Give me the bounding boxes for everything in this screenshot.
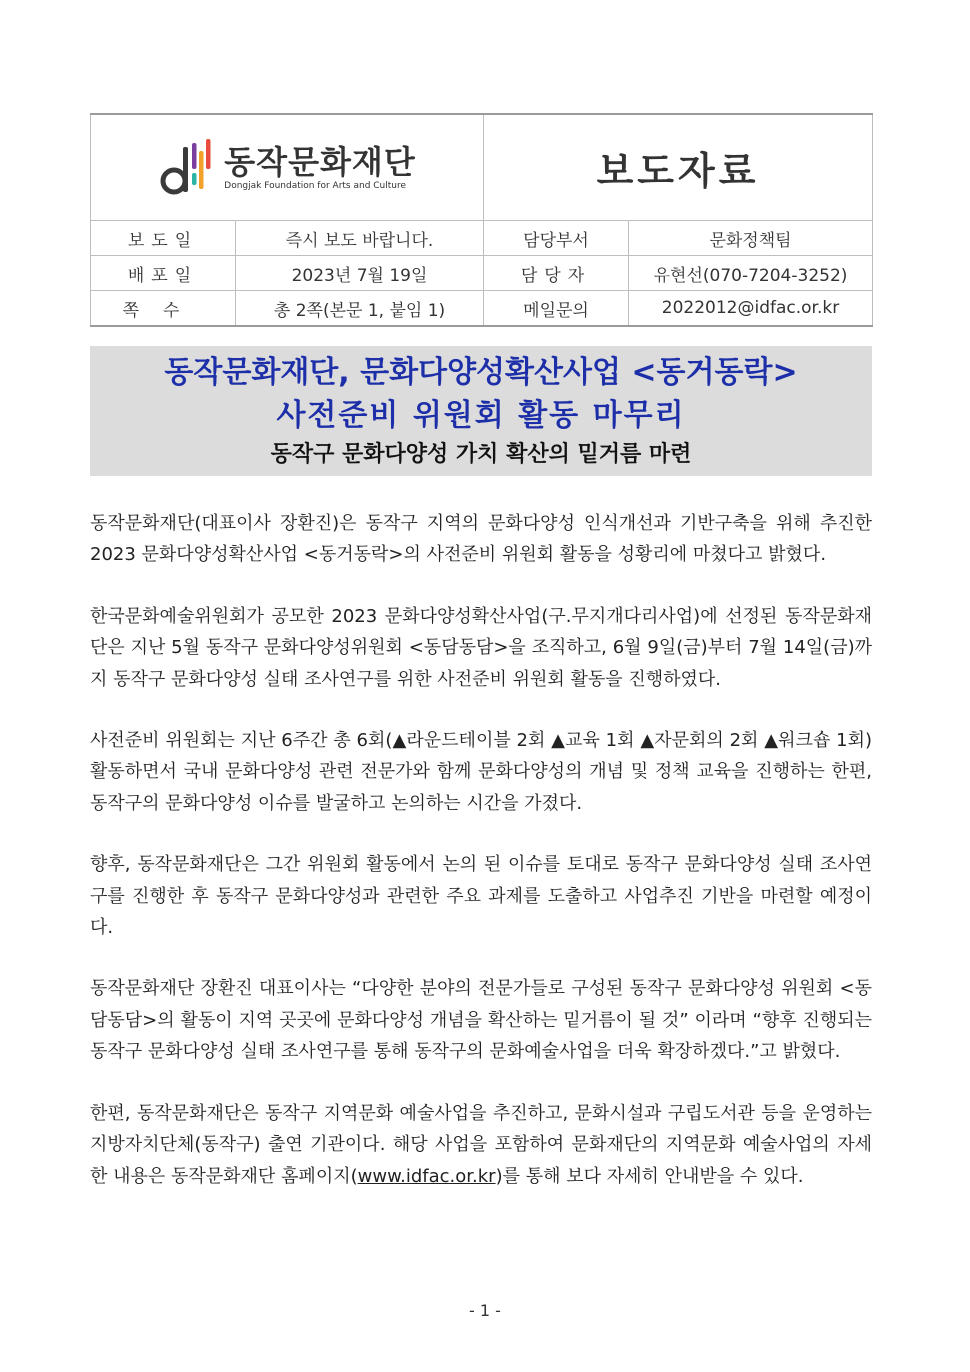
paragraph (90, 1098, 872, 1192)
header-value: 즉시 보도 바랍니다. (236, 221, 484, 256)
paragraph-text: )를 통해 보다 자세히 안내받을 수 있다. (495, 1165, 804, 1187)
header-label: 메일문의 (484, 291, 629, 327)
doc-type-title: 보도자료 (596, 149, 760, 193)
header-label: 보도일 (91, 221, 236, 256)
subheadline: 동작구 문화다양성 가치 확산의 밑거름 마련 (270, 442, 692, 467)
header-row (91, 221, 873, 256)
paragraph-text: 한편, 동작문화재단은 동작구 지역문화 예술사업을 추진하고, 문화시설과 구립도서관 등을 운영하는 지방자치단체(동작구) 출연 기관이다. 해당 사업을 포함하여 문화재단의 지역문화 예술사업의 자세한 내용은 동작문화재단 홈페이지( (90, 1102, 872, 1187)
headline-box (90, 346, 872, 476)
paragraph: 향후, 동작문화재단은 그간 위원회 활동에서 논의 된 이슈를 토대로 동작구 문화다양성 실태 조사연구를 진행한 후 동작구 문화다양성과 관련한 주요 과제를 도출하고 사업추진 기반을 마련할 예정이다. (90, 854, 872, 939)
header-row (91, 291, 873, 327)
header-label: 배포일 (91, 256, 236, 291)
paragraph: 한국문화예술위원회가 공모한 2023 문화다양성확산사업(구.무지개다리사업)에 선정된 동작문화재단은 지난 5월 동작구 문화다양성위원회 <동담동담>을 조직하고, 6월 9일(금)부터 7월 14일(금)까지 동작구 문화다양성 실태 조사연구를 위한 사전준비 위원회 활동을 진행하였다. (90, 605, 872, 690)
org-logo-mark-icon (158, 135, 216, 201)
header-label: 담당부서 (484, 221, 629, 256)
header-value: 2022012@idfac.or.kr (629, 291, 873, 327)
paragraph: 동작문화재단 장환진 대표이사는 “다양한 분야의 전문가들로 구성된 동작구 문화다양성 위원회 <동담동담>의 활동이 지역 곳곳에 문화다양성 개념을 확산하는 밑거름이 될 것” 이라며 “향후 진행되는 동작구 문화다양성 실태 조사연구를 통해 동작구의 문화예술사업을 더욱 확장하겠다.”고 밝혔다. (90, 978, 872, 1063)
doc-type-cell (484, 114, 873, 221)
logo-cell (91, 114, 484, 221)
header-label: 쪽수 (91, 291, 236, 327)
header-row (91, 256, 873, 291)
org-english-name: Dongjak Foundation for Arts and Culture (224, 180, 407, 191)
page-number: - 1 - (469, 1301, 501, 1320)
headline-line-1: 동작문화재단, 문화다양성확산사업 <동거동락> (164, 355, 798, 390)
homepage-link[interactable]: www.idfac.or.kr (357, 1165, 496, 1187)
paragraph: 동작문화재단(대표이사 장환진)은 동작구 지역의 문화다양성 인식개선과 기반구축을 위해 추진한 2023 문화다양성확산사업 <동거동락>의 사전준비 위원회 활동을 성황리에 마쳤다고 밝혔다. (90, 513, 872, 566)
article-body (90, 508, 872, 1222)
press-header-table (90, 113, 873, 327)
paragraph: 사전준비 위원회는 지난 6주간 총 6회(▲라운드테이블 2회 ▲교육 1회 ▲자문회의 2회 ▲워크숍 1회) 활동하면서 국내 문화다양성 관련 전문가와 함께 문화다양성의 개념 및 정책 교육을 진행하는 한편, 동작구의 문화다양성 이슈를 발굴하고 논의하는 시간을 가졌다. (90, 730, 872, 814)
header-value: 유현선(070-7204-3252) (629, 256, 873, 291)
header-label: 담당자 (484, 256, 629, 291)
header-value: 문화정책팀 (629, 221, 873, 256)
header-value: 총 2쪽(본문 1, 붙임 1) (236, 291, 484, 327)
org-name: 동작문화재단 (224, 142, 416, 181)
header-value: 2023년 7월 19일 (236, 256, 484, 291)
org-logo (91, 135, 483, 201)
headline-line-2: 사전준비 위원회 활동 마무리 (276, 398, 686, 433)
